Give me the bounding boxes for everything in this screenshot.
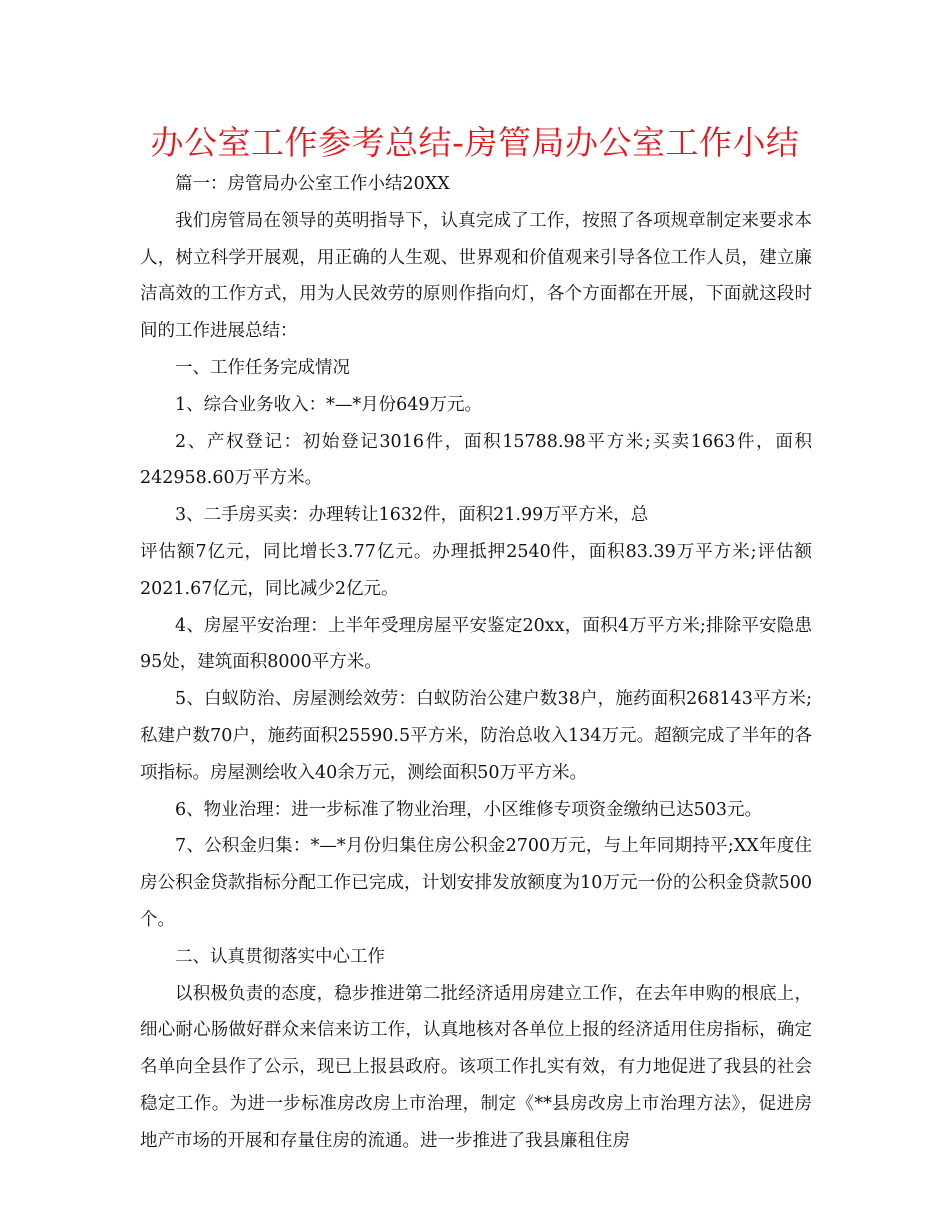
document-title: 办公室工作参考总结-房管局办公室工作小结 xyxy=(150,123,800,162)
list-item-continuation: 评估额7亿元，同比增长3.77亿元。办理抵押2540件，面积83.39万平方米;评估额2021.67亿元，同比减少2亿元。 xyxy=(140,541,812,599)
list-item: 7、公积金归集：*—*月份归集住房公积金2700万元，与上年同期持平;XX年度住房公积金贷款指标分配工作已完成，计划安排发放额度为10万元一份的公积金贷款500个。 xyxy=(140,836,812,930)
list-item: 5、白蚁防治、房屋测绘效劳：白蚁防治公建户数38户，施药面积268143平方米;私建户数70户，施药面积25590.5平方米，防治总收入134万元。超额完成了半年的各项指标。房屋测绘收入40余万元，测绘面积50万平方米。 xyxy=(140,689,812,783)
body-paragraph: 以积极负责的态度，稳步推进第二批经济适用房建立工作，在去年申购的根底上，细心耐心肠做好群众来信来访工作，认真地核对各单位上报的经济适用住房指标，确定名单向全县作了公示，现已上报县政府。该项工作扎实有效，有力地促进了我县的社会稳定工作。为进一步标准房改房上市治理，制定《**县房改房上市治理方法》，促进房地产市场的开展和存量住房的流通。进一步推进了我县廉租住房 xyxy=(140,983,812,1151)
list-item: 2、产权登记：初始登记3016件，面积15788.98平方米;买卖1663件，面积242958.60万平方米。 xyxy=(140,431,812,489)
section-heading: 一、工作任务完成情况 xyxy=(175,357,350,378)
body-paragraph: 我们房管局在领导的英明指导下，认真完成了工作，按照了各项规章制定来要求本人，树立科学开展观，用正确的人生观、世界观和价值观来引导各位工作人员，建立廉洁高效的工作方式，用为人民效劳的原则作指向灯，各个方面都在开展，下面就这段时间的工作进展总结： xyxy=(140,210,812,342)
section-subtitle: 篇一：房管局办公室工作小结20XX xyxy=(175,174,450,194)
list-item: 1、综合业务收入：*—*月份649万元。 xyxy=(175,394,483,415)
list-item: 3、二手房买卖：办理转让1632件，面积21.99万平方米，总 xyxy=(175,505,649,526)
section-heading: 二、认真贯彻落实中心工作 xyxy=(175,946,385,967)
list-item: 4、房屋平安治理：上半年受理房屋平安鉴定20xx，面积4万平方米;排除平安隐患95处，建筑面积8000平方米。 xyxy=(140,615,812,673)
list-item: 6、物业治理：进一步标准了物业治理，小区维修专项资金缴纳已达503元。 xyxy=(175,799,763,820)
document-body xyxy=(140,166,812,1160)
